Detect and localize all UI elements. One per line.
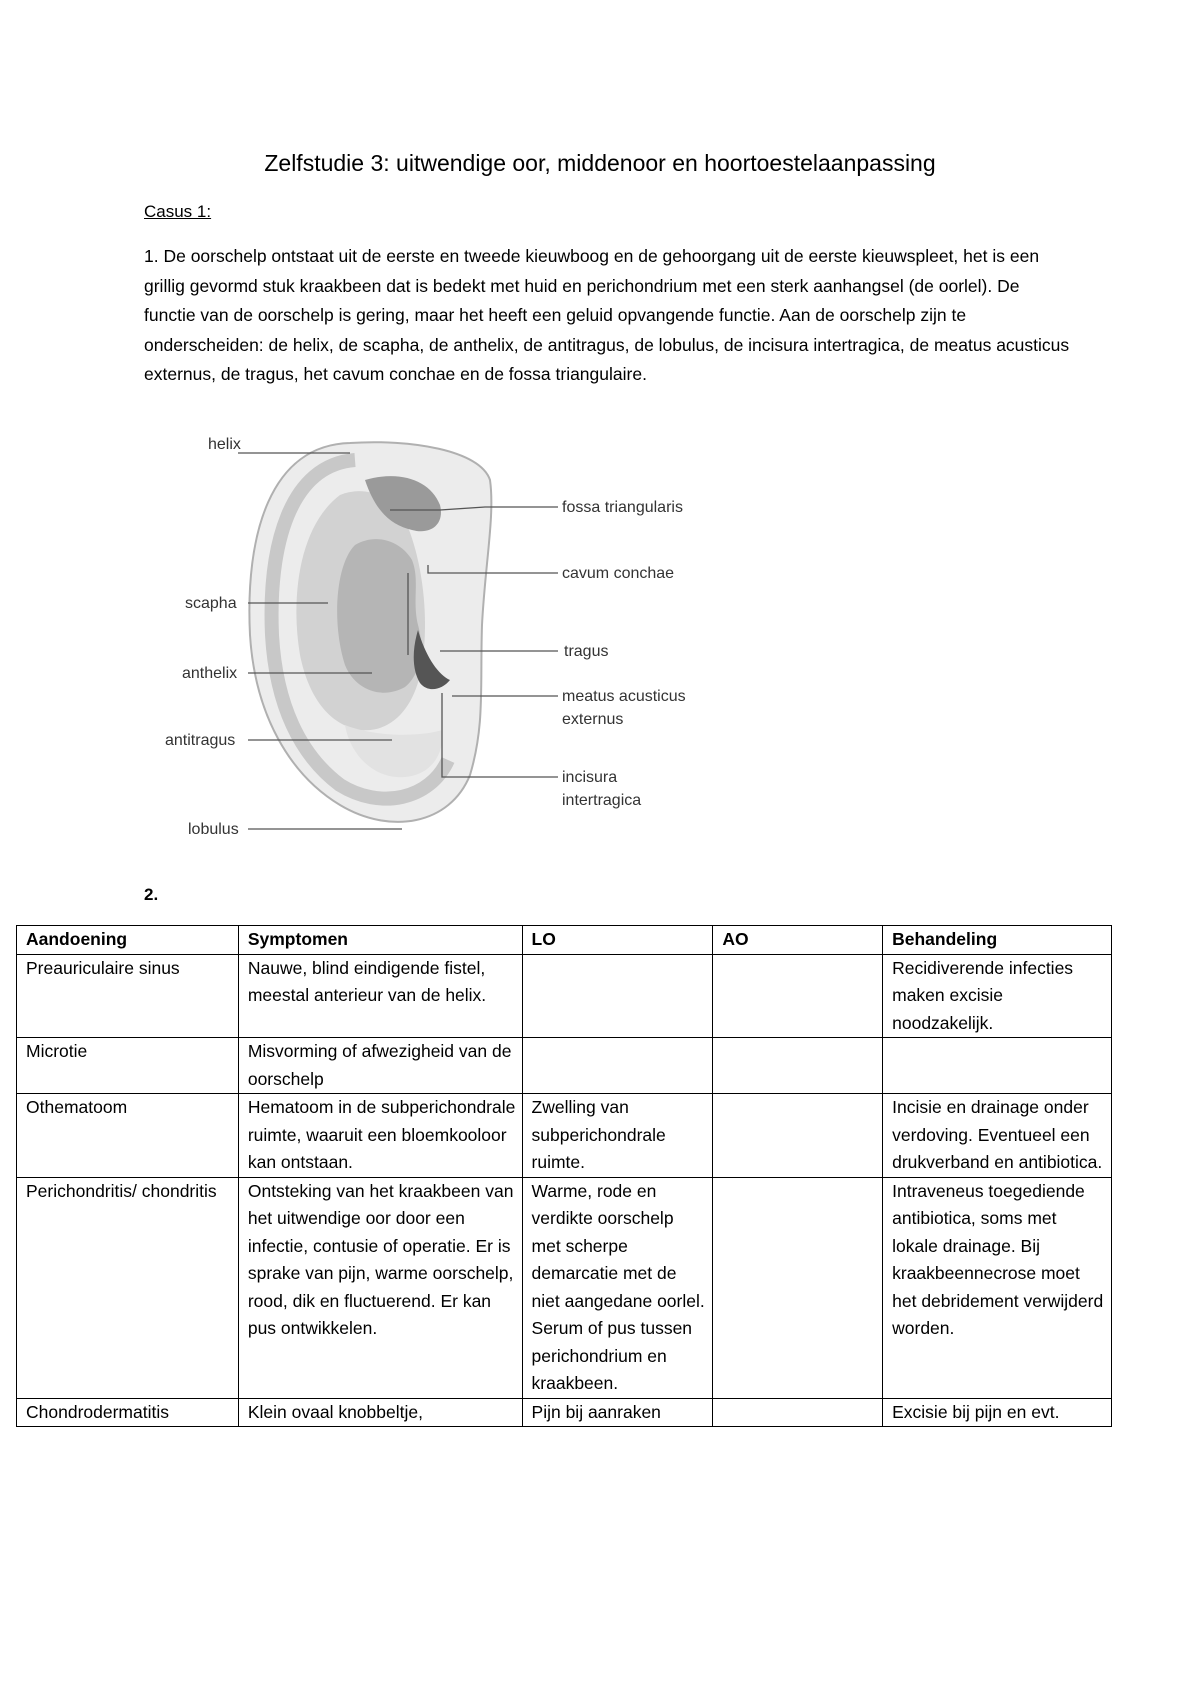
conditions-table: [16, 925, 1112, 1427]
cell-behandeling: Intraveneus toegediende antibiotica, soms met lokale drainage. Bij kraakbeennecrose moet het debridement verwijderd worden.: [883, 1177, 1112, 1398]
header-ao: AO: [713, 926, 883, 955]
header-symptomen: Symptomen: [238, 926, 522, 955]
cell-symptomen: Klein ovaal knobbeltje,: [238, 1398, 522, 1427]
table-row: [17, 954, 1112, 1038]
label-fossa: fossa triangularis: [562, 499, 683, 516]
label-incisura-1: incisura: [562, 769, 618, 786]
header-lo: LO: [522, 926, 713, 955]
cell-aandoening: Chondrodermatitis: [17, 1398, 239, 1427]
label-meatus-2: externus: [562, 711, 624, 728]
label-helix: helix: [208, 436, 241, 453]
cell-ao: [713, 954, 883, 1038]
label-antitragus: antitragus: [165, 732, 236, 749]
cell-aandoening: Microtie: [17, 1038, 239, 1094]
casus-heading: Casus 1:: [144, 202, 212, 221]
page-title: Zelfstudie 3: uitwendige oor, middenoor en hoortoestelaanpassing: [264, 150, 936, 176]
table-row: [17, 1038, 1112, 1094]
cell-ao: [713, 1038, 883, 1094]
header-aandoening: Aandoening: [17, 926, 239, 955]
cell-aandoening: Perichondritis/ chondritis: [17, 1177, 239, 1398]
cell-lo: Pijn bij aanraken: [522, 1398, 713, 1427]
cell-aandoening: Preauriculaire sinus: [17, 954, 239, 1038]
cell-symptomen: Misvorming of afwezigheid van de oorschelp: [238, 1038, 522, 1094]
label-cavum: cavum conchae: [562, 565, 675, 582]
label-lobulus: lobulus: [188, 821, 239, 838]
cell-lo: Zwelling van subperichondrale ruimte.: [522, 1094, 713, 1178]
paragraph-text: 1. De oorschelp ontstaat uit de eerste en tweede kieuwboog en de gehoorgang uit de eerste kieuwspleet, het is een grillig gevormd stuk kraakbeen dat is bedekt met huid en perichondrium met een sterk aanhangsel (de oorlel). De functie van de oorschelp is gering, maar het heeft een geluid opvangende functie. Aan de oorschelp zijn te onderscheiden: de helix, de scapha, de anthelix, de antitragus, de lobulus, de incisura intertragica, de meatus acusticus externus, de tragus, het cavum conchae en de fossa triangulaire.: [144, 246, 1070, 384]
cell-aandoening: Othematoom: [17, 1094, 239, 1178]
ear-anatomy-figure: [150, 425, 770, 870]
cell-lo: [522, 954, 713, 1038]
cell-behandeling: Incisie en drainage onder verdoving. Eventueel een drukverband en antibiotica.: [883, 1094, 1112, 1178]
section-number: 2.: [144, 885, 159, 904]
cell-lo: Warme, rode en verdikte oorschelp met scherpe demarcatie met de niet aangedane oorlel. Serum of pus tussen perichondrium en kraakbeen.: [522, 1177, 713, 1398]
cell-ao: [713, 1398, 883, 1427]
label-scapha: scapha: [185, 595, 237, 612]
table-header-row: [17, 926, 1112, 955]
label-incisura-2: intertragica: [562, 792, 642, 809]
cell-ao: [713, 1177, 883, 1398]
label-meatus-1: meatus acusticus: [562, 688, 686, 705]
ear-diagram: [150, 425, 770, 870]
cell-symptomen: Ontsteking van het kraakbeen van het uitwendige oor door een infectie, contusie of operatie. Er is sprake van pijn, warme oorschelp, rood, dik en fluctuerend. Er kan pus ontwikkelen.: [238, 1177, 522, 1398]
cell-behandeling: Recidiverende infecties maken excisie noodzakelijk.: [883, 954, 1112, 1038]
intro-paragraph: [144, 242, 1074, 390]
table-row: [17, 1177, 1112, 1398]
cell-symptomen: Hematoom in de subperichondrale ruimte, waaruit een bloemkooloor kan ontstaan.: [238, 1094, 522, 1178]
cell-symptomen: Nauwe, blind eindigende fistel, meestal anterieur van de helix.: [238, 954, 522, 1038]
cell-behandeling: [883, 1038, 1112, 1094]
cell-behandeling: Excisie bij pijn en evt.: [883, 1398, 1112, 1427]
cell-lo: [522, 1038, 713, 1094]
header-behandeling: Behandeling: [883, 926, 1112, 955]
label-anthelix: anthelix: [182, 665, 238, 682]
cell-ao: [713, 1094, 883, 1178]
table-row: [17, 1398, 1112, 1427]
label-tragus: tragus: [564, 643, 609, 660]
table-row: [17, 1094, 1112, 1178]
